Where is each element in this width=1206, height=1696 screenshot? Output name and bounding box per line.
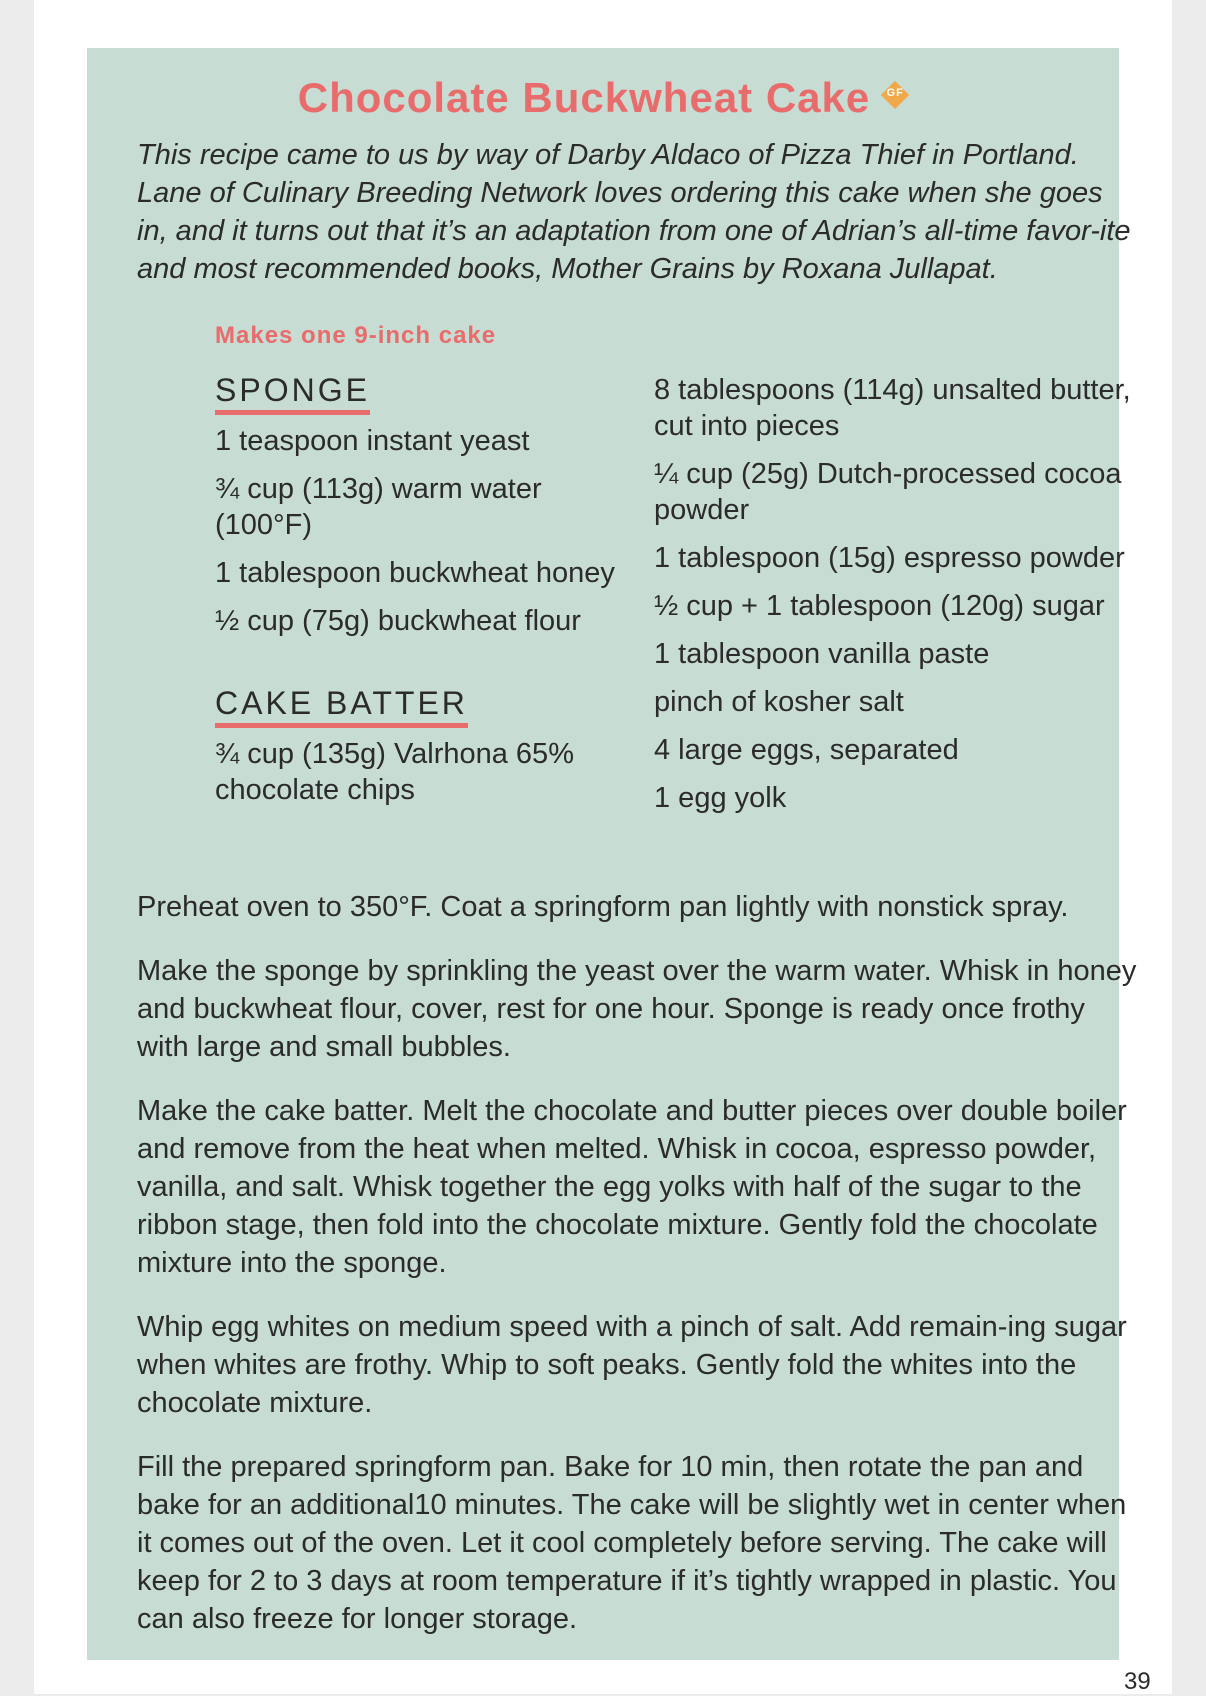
ingredient-item: ¾ cup (135g) Valrhona 65% chocolate chips	[215, 738, 574, 806]
recipe-step: Make the cake batter. Melt the chocolate and butter pieces over double boiler and remove from the heat when melted. Whisk in cocoa, espresso powder, vanilla, and salt. Whisk together the egg yolks with half of the sugar to the ribbon stage, then fold into the chocolate mixture. Gently fold the chocolate mixture into the sponge.	[137, 1095, 1127, 1279]
ingredient-item: 1 tablespoon vanilla paste	[654, 638, 990, 670]
ingredients-right-column	[654, 372, 1174, 828]
page-number: 39	[1124, 1668, 1151, 1695]
ingredient-item: 1 egg yolk	[654, 782, 787, 814]
ingredient-item: 8 tablespoons (114g) unsalted butter, cut into pieces	[654, 374, 1131, 442]
ingredient-item: 4 large eggs, separated	[654, 734, 959, 766]
recipe-step: Whip egg whites on medium speed with a pinch of salt. Add remain-ing sugar when whites are frothy. Whip to soft peaks. Gently fold the whites into the chocolate mixture.	[137, 1311, 1127, 1419]
recipe-title	[34, 74, 1172, 122]
recipe-step: Fill the prepared springform pan. Bake for 10 min, then rotate the pan and bake for an additional10 minutes. The cake will be slightly wet in center when it comes out of the oven. Let it cool completely before serving. The cake will keep for 2 to 3 days at room temperature if it’s tightly wrapped in plastic. You can also freeze for longer storage.	[137, 1451, 1127, 1635]
ingredient-item: 1 teaspoon instant yeast	[215, 425, 530, 457]
ingredient-item: pinch of kosher salt	[654, 686, 904, 718]
ingredient-item: 1 tablespoon (15g) espresso powder	[654, 542, 1125, 574]
recipe-title-text: Chocolate Buckwheat Cake	[297, 74, 871, 121]
ingredient-item: 1 tablespoon buckwheat honey	[215, 557, 615, 589]
gluten-free-badge-icon	[882, 82, 908, 108]
ingredient-item: ¼ cup (25g) Dutch-processed cocoa powder	[654, 458, 1122, 526]
recipe-step: Make the sponge by sprinkling the yeast over the warm water. Whisk in honey and buckwheat flour, cover, rest for one hour. Sponge is ready once frothy with large and small bubbles.	[137, 955, 1137, 1063]
page	[34, 0, 1172, 1694]
ingredient-item: ½ cup + 1 tablespoon (120g) sugar	[654, 590, 1105, 622]
sponge-heading: SPONGE	[215, 370, 370, 415]
recipe-intro: This recipe came to us by way of Darby Aldaco of Pizza Thief in Portland. Lane of Culinary Breeding Network loves ordering this cake when she goes in, and it turns out that it’s an adaptation from one of Adrian’s all-time favor-ite and most recommended books, Mother Grains by Roxana Jullapat.	[137, 139, 1131, 285]
ingredients-left-column	[215, 370, 615, 820]
recipe-step: Preheat oven to 350°F. Coat a springform pan lightly with nonstick spray.	[137, 891, 1069, 923]
ingredient-item: ½ cup (75g) buckwheat flour	[215, 605, 581, 637]
ingredient-item: ¾ cup (113g) warm water (100°F)	[215, 473, 542, 541]
recipe-yield: Makes one 9-inch cake	[215, 322, 497, 349]
gluten-free-badge-label: GF	[886, 87, 904, 99]
recipe-steps	[137, 888, 1137, 1664]
cake-batter-heading: CAKE BATTER	[215, 683, 468, 728]
